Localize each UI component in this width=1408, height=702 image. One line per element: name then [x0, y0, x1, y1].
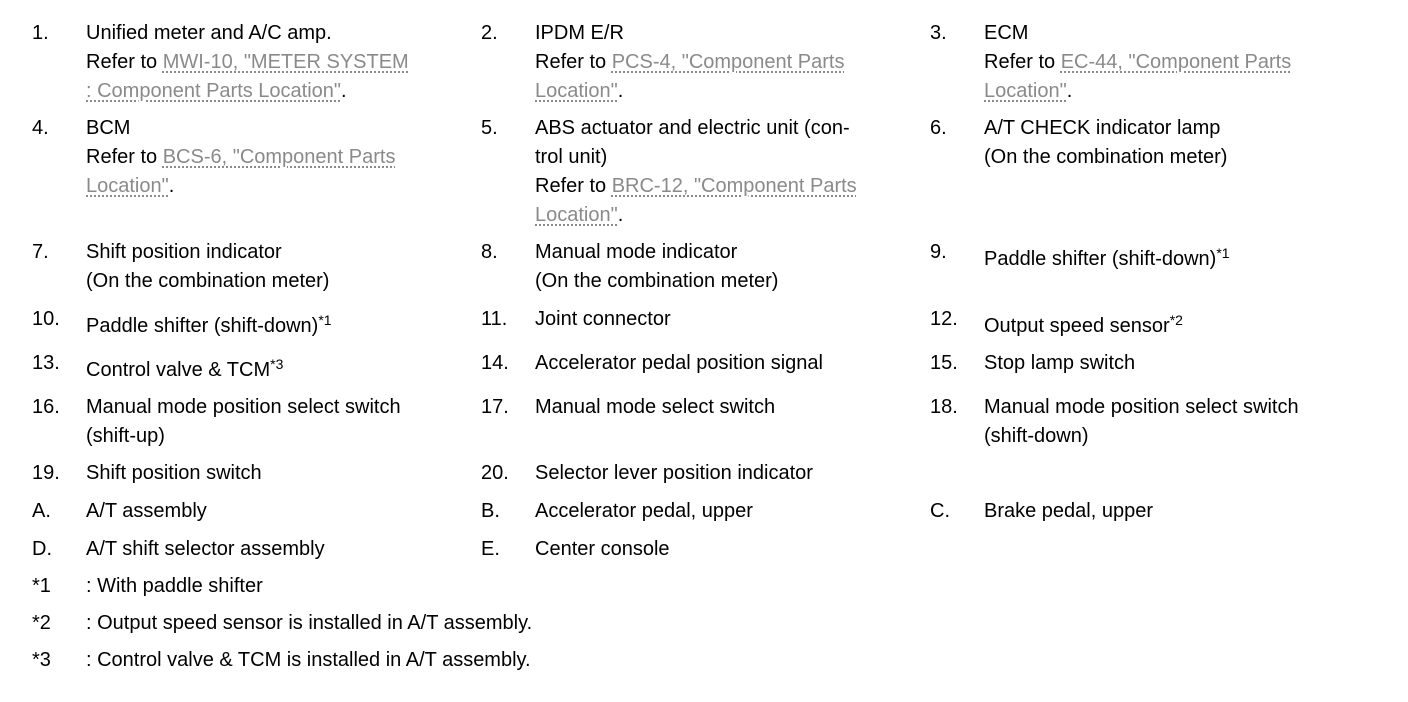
item-label: Joint connector	[535, 308, 671, 330]
footnote-mark: *1	[1216, 245, 1230, 261]
period: .	[617, 204, 624, 226]
item-letter: D.	[32, 538, 52, 560]
item-label: Selector lever position indicator	[535, 462, 813, 484]
footnote-mark: *1	[32, 575, 51, 597]
item-label: Manual mode select switch	[535, 396, 776, 418]
reference-link[interactable]: BCS-6, "Component Parts	[162, 146, 396, 168]
item-letter: A.	[32, 500, 51, 522]
period: .	[1066, 80, 1073, 102]
refer-text: Refer to	[86, 146, 163, 168]
footnote-mark: *2	[32, 612, 51, 634]
reference-link[interactable]: Location"	[535, 80, 618, 102]
item-number: 6.	[930, 117, 947, 139]
period: .	[168, 175, 175, 197]
item-number: 5.	[481, 117, 498, 139]
item-number: 3.	[930, 22, 947, 44]
refer-text: Refer to	[984, 51, 1061, 73]
item-label: Shift position switch	[86, 462, 262, 484]
item-label-line2: (On the combination meter)	[86, 270, 330, 292]
item-label: Center console	[535, 538, 670, 560]
item-label-line2: (On the combination meter)	[535, 270, 779, 292]
footnote-mark: *3	[32, 649, 51, 671]
item-label: ECM	[984, 22, 1029, 44]
item-label: IPDM E/R	[535, 22, 624, 44]
item-number: 14.	[481, 352, 509, 374]
item-number: 2.	[481, 22, 498, 44]
item-label: A/T assembly	[86, 500, 207, 522]
reference-link[interactable]: Location"	[86, 175, 169, 197]
item-label: Unified meter and A/C amp.	[86, 22, 332, 44]
item-label: Manual mode position select switch	[984, 396, 1299, 418]
refer-text: Refer to	[86, 51, 163, 73]
footnote-mark: *2	[1169, 312, 1183, 328]
item-label: Paddle shifter (shift-down)	[86, 315, 319, 337]
item-letter: B.	[481, 500, 500, 522]
footnote-text: : With paddle shifter	[86, 575, 263, 597]
item-number: 7.	[32, 241, 49, 263]
item-label-line2: (shift-up)	[86, 425, 165, 447]
item-number: 4.	[32, 117, 49, 139]
footnote-text: : Output speed sensor is installed in A/T assembly.	[86, 612, 533, 634]
item-label-line2: (shift-down)	[984, 425, 1089, 447]
item-label: Brake pedal, upper	[984, 500, 1154, 522]
item-label: Manual mode position select switch	[86, 396, 401, 418]
item-label: Shift position indicator	[86, 241, 282, 263]
reference-link[interactable]: BRC-12, "Component Parts	[611, 175, 857, 197]
item-number: 8.	[481, 241, 498, 263]
item-label: BCM	[86, 117, 131, 139]
item-label: Stop lamp switch	[984, 352, 1136, 374]
item-number: 17.	[481, 396, 509, 418]
item-label: Accelerator pedal, upper	[535, 500, 753, 522]
reference-link[interactable]: PCS-4, "Component Parts	[611, 51, 845, 73]
reference-link[interactable]: MWI-10, "METER SYSTEM	[162, 51, 409, 73]
item-number: 1.	[32, 22, 49, 44]
item-number: 19.	[32, 462, 60, 484]
item-label: ABS actuator and electric unit (con-	[535, 117, 850, 139]
item-letter: C.	[930, 500, 950, 522]
refer-text: Refer to	[535, 175, 612, 197]
item-label: A/T shift selector assembly	[86, 538, 325, 560]
item-label: Accelerator pedal position signal	[535, 352, 823, 374]
reference-link[interactable]: Location"	[535, 204, 618, 226]
item-number: 13.	[32, 352, 60, 374]
item-number: 20.	[481, 462, 509, 484]
item-number: 15.	[930, 352, 958, 374]
item-letter: E.	[481, 538, 500, 560]
reference-link[interactable]: EC-44, "Component Parts	[1060, 51, 1292, 73]
footnote-mark: *1	[318, 312, 332, 328]
item-label: A/T CHECK indicator lamp	[984, 117, 1221, 139]
item-number: 9.	[930, 241, 947, 263]
item-number: 11.	[481, 308, 508, 330]
item-label-line2: trol unit)	[535, 146, 608, 168]
item-number: 12.	[930, 308, 958, 330]
period: .	[341, 80, 347, 102]
item-label: Output speed sensor	[984, 315, 1170, 337]
reference-link[interactable]: : Component Parts Location"	[86, 80, 342, 102]
item-label-line2: (On the combination meter)	[984, 146, 1228, 168]
item-number: 18.	[930, 396, 958, 418]
period: .	[617, 80, 624, 102]
reference-link[interactable]: Location"	[984, 80, 1067, 102]
footnote-mark: *3	[270, 356, 284, 372]
item-number: 10.	[32, 308, 60, 330]
footnote-text: : Control valve & TCM is installed in A/T assembly.	[86, 649, 531, 671]
item-label: Paddle shifter (shift-down)	[984, 248, 1217, 270]
item-number: 16.	[32, 396, 60, 418]
refer-text: Refer to	[535, 51, 612, 73]
item-label: Control valve & TCM	[86, 359, 271, 381]
item-label: Manual mode indicator	[535, 241, 738, 263]
